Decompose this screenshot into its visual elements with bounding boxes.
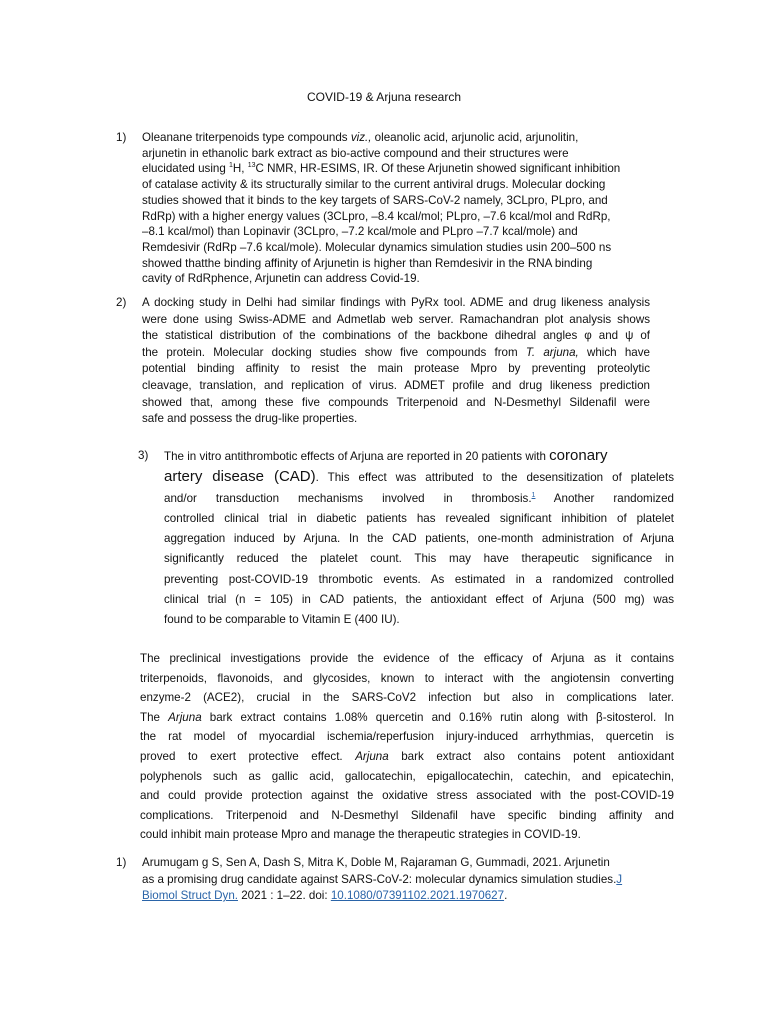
text-line: showed that, among these five compounds Triterpenoid and N-Desmethyl Sildenafil were — [142, 395, 650, 409]
italic-text: viz., — [350, 131, 372, 144]
text-line: significantly reduced the platelet count. This may have therapeutic significance in — [164, 552, 674, 566]
text-line: complications. Triterpenoid and N-Desmethyl Sildenafil have specific binding affinity and — [140, 808, 674, 822]
text-line: –8.1 kcal/mol) than Lopinavir (3CLpro, –7.2 kcal/mole and PLpro –7.7 kcal/mole) and — [142, 225, 578, 239]
text-line: arjunetin in ethanolic bark extract as bio-active compound and their structures were — [142, 146, 569, 160]
text-segment: . This effect was attributed to the desensitization of platelets — [315, 471, 674, 485]
list-item-text — [164, 446, 674, 631]
text-segment: bark extract also contains potent antioxidant — [388, 749, 674, 763]
large-text: coronary — [549, 447, 608, 464]
text-segment: the protein. Molecular docking studies show five compounds from — [142, 345, 526, 359]
text-segment: Oleanane triterpenoids type compounds — [142, 131, 351, 144]
text-line: cavity of RdRphence, Arjunetin can address Covid-19. — [142, 272, 420, 286]
reference-item — [116, 855, 656, 905]
text-line: A docking study in Delhi had similar findings with PyRx tool. ADME and drug likeness analysis — [142, 296, 650, 309]
text-line: the rat model of myocardial ischemia/reperfusion injury-induced arrhythmias, quercetin is — [140, 730, 674, 744]
list-number: 1) — [116, 131, 127, 144]
text-line: potential binding affinity to resist the main protease Mpro by preventing proteolytic — [142, 362, 650, 376]
journal-link[interactable]: Biomol Struct Dyn. — [142, 889, 238, 903]
text-line: RdRp) with a higher energy values (3CLpro, –8.4 kcal/mol; PLpro, –7.6 kcal/mol and RdRp, — [142, 209, 611, 223]
text-segment: C NMR, HR-ESIMS, IR. Of these Arjunetin showed significant inhibition — [255, 162, 621, 176]
list-item-3 — [138, 446, 674, 631]
italic-text: Arjuna — [355, 749, 389, 763]
text-segment: oleanolic acid, arjunolic acid, arjunolitin, — [371, 131, 579, 144]
text-segment: Another randomized — [535, 491, 674, 505]
body-paragraph — [140, 649, 674, 845]
journal-link[interactable]: J — [616, 872, 623, 886]
page-title: COVID-19 & Arjuna research — [306, 90, 462, 104]
text-line: aggregation induced by Arjuna. In the CAD patients, one-month administration of Arjuna — [164, 532, 674, 546]
text-segment: bark extract contains 1.08% quercetin and 0.16% rutin along with β-sitosterol. In — [201, 710, 674, 724]
text-segment: 2021 : 1–22. doi: — [238, 889, 331, 903]
text-line: could inhibit main protease Mpro and manage the therapeutic strategies in COVID-19. — [140, 828, 581, 842]
text-segment: . — [504, 889, 508, 903]
text-line: clinical trial (n = 105) in CAD patients, the antioxidant effect of Arjuna (500 mg) was — [164, 593, 674, 607]
text-segment: proved to exert protective effect. — [140, 749, 356, 763]
reference-text — [142, 855, 656, 905]
text-segment: The — [140, 710, 169, 724]
list-number: 1) — [116, 856, 127, 869]
text-line: were done using Swiss-ADME and Admetlab web server. Ramachandran plot analysis shows — [142, 312, 650, 326]
text-segment: which have — [578, 345, 650, 359]
text-line: showed thatthe binding affinity of Arjunetin is higher than Remdesivir in the RNA binding — [142, 256, 593, 270]
superscript: 13 — [247, 162, 256, 170]
text-line: triterpenoids, flavonoids, and glycosides, known to interact with the angiotensin converting — [140, 671, 674, 685]
list-item-2 — [116, 295, 650, 428]
italic-text: Arjuna — [168, 710, 202, 724]
list-number: 3) — [138, 449, 149, 462]
list-number: 2) — [116, 296, 127, 309]
list-item-text — [142, 130, 656, 287]
text-line: The preclinical investigations provide the evidence of the efficacy of Arjuna as it contains — [140, 652, 674, 665]
doi-link[interactable]: 10.1080/07391102.2021.1970627 — [330, 889, 505, 903]
italic-text: T. arjuna, — [525, 345, 579, 359]
text-line: Arumugam g S, Sen A, Dash S, Mitra K, Doble M, Rajaraman G, Gummadi, 2021. Arjunetin — [142, 856, 610, 869]
large-text: artery disease (CAD) — [164, 468, 316, 486]
text-segment: elucidated using — [142, 162, 230, 176]
text-segment: as a promising drug candidate against SARS-CoV-2: molecular dynamics simulation studies. — [142, 872, 617, 886]
text-line: found to be comparable to Vitamin E (400 IU). — [164, 613, 400, 627]
text-line: Remdesivir (RdRp –7.6 kcal/mole). Molecular dynamics simulation studies usin 200–500 ns — [142, 240, 612, 254]
text-line: polyphenols such as gallic acid, gallocatechin, epigallocatechin, catechin, and epicatechin, — [140, 769, 674, 783]
text-segment: H, — [232, 162, 248, 176]
text-line: of catalase activity & its structurally similar to the current antiviral drugs. Molecular docking — [142, 178, 606, 192]
text-line: preventing post-COVID-19 thrombotic events. As estimated in a randomized controlled — [164, 572, 674, 586]
footnote-link[interactable]: 1 — [531, 491, 536, 499]
text-segment: and/or transduction mechanisms involved in thrombosis. — [164, 491, 532, 505]
text-segment: The in vitro antithrombotic effects of Arjuna are reported in 20 patients with — [164, 450, 550, 463]
text-line: studies showed that it binds to the key targets of SARS-CoV-2 namely, 3CLpro, PLpro, and — [142, 193, 608, 207]
text-line: safe and possess the drug-like properties. — [142, 412, 358, 426]
list-item-text — [142, 295, 650, 428]
text-line: the statistical distribution of the combinations of the backbone dihedral angles φ and ψ of — [142, 329, 650, 343]
text-line: controlled clinical trial in diabetic patients has revealed significant inhibition of platelet — [164, 511, 674, 525]
list-item-1 — [116, 130, 656, 287]
superscript: 1 — [229, 162, 233, 170]
text-line: enzyme-2 (ACE2), crucial in the SARS-CoV2 infection but also in complications later. — [140, 691, 674, 705]
text-line: cleavage, translation, and replication of virus. ADMET profile and drug likeness prediction — [142, 378, 650, 392]
text-line: and could provide protection against the oxidative stress associated with the post-COVID-19 — [140, 789, 674, 803]
